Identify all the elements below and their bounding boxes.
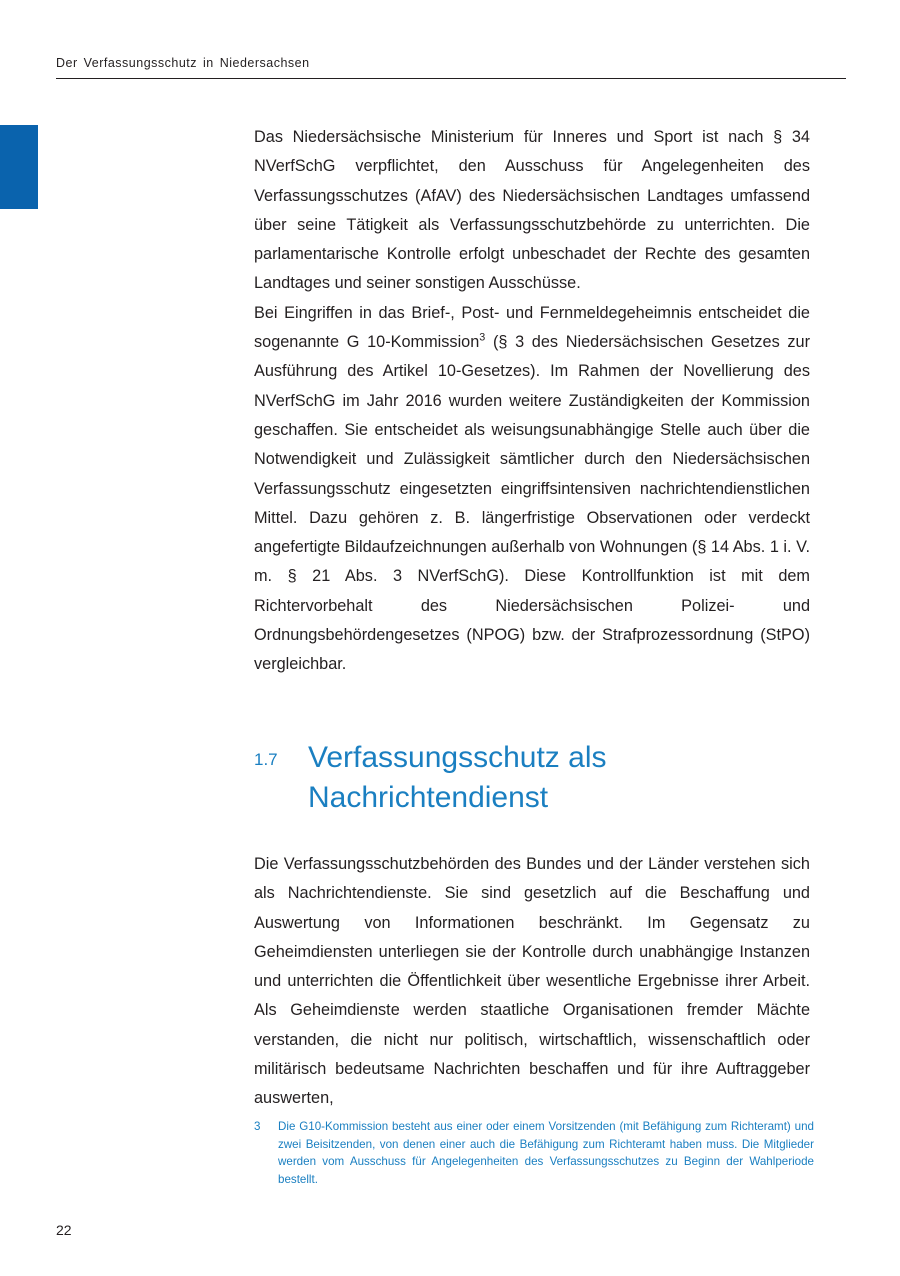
- footnote-block: [254, 1118, 814, 1188]
- section-body-column: [254, 850, 810, 1114]
- paragraph-2: [254, 299, 810, 680]
- running-header-rule: [56, 78, 846, 79]
- chapter-edge-marker: [0, 125, 38, 209]
- main-text-column: [254, 123, 810, 680]
- section-number: 1.7: [254, 750, 278, 769]
- page-number: 22: [56, 1222, 72, 1238]
- footnote-number: 3: [254, 1120, 261, 1133]
- running-header: [56, 56, 846, 79]
- section-body-paragraph: Die Verfassungsschutzbehörden des Bundes und der Länder verstehen sich als Nachrichtendienste. Sie sind gesetzlich auf die Beschaffung und Auswertung von Informationen beschränkt. Im Gegensatz zu Geheimdiensten unterliegen sie der Kontrolle durch unabhängige Instanzen und unterrichten die Öffentlichkeit über wesentliche Ergebnisse ihrer Arbeit. Als Geheimdienste werden staatliche Organisationen fremder Mächte verstanden, die nicht nur politisch, wirtschaftlich, wissenschaftlich oder militärisch bedeutsame Nachrichten beschaffen und für ihre Auftraggeber auswerten,: [254, 855, 810, 1108]
- paragraph-2-part2: (§ 3 des Niedersächsischen Gesetzes zur Ausführung des Artikel 10-Gesetzes). Im Rahmen der Novellierung des NVerfSchG im Jahr 2016 wurden weitere Zuständigkeiten der Kommission geschaffen. Sie entscheidet als weisungsunabhängige Stelle auch über die Notwendigkeit und Zulässigkeit sämtlicher durch den Niedersächsischen Verfassungsschutz eingesetzten eingriffsintensiven nachrichtendienstlichen Mittel. Dazu gehören z. B. längerfristige Observationen oder verdeckt angefertigte Bildaufzeichnungen außerhalb von Wohnungen (§ 14 Abs. 1 i. V. m. § 21 Abs. 3 NVerfSchG). Diese Kontrollfunktion ist mit dem Richtervorbehalt des Niedersächsischen Polizei- und Ordnungsbehördengesetzes (NPOG) bzw. der Strafprozessordnung (StPO) vergleichbar.: [254, 333, 810, 674]
- paragraph-2-part1: Bei Eingriffen in das Brief-, Post- und Fernmeldegeheimnis entscheidet die sogenannte G 10-Kommission: [254, 303, 810, 352]
- footnote-text: Die G10-Kommission besteht aus einer oder einem Vorsitzenden (mit Befähigung zum Richteramt) und zwei Beisitzenden, von denen einer auch die Befähigung zum Richteramt haben muss. Die Mitglieder werden vom Ausschuss für Angelegenheiten des Verfassungsschutzes zu Beginn der Wahlperiode bestellt.: [278, 1120, 814, 1186]
- running-header-title: Der Verfassungsschutz in Niedersachsen: [56, 56, 310, 70]
- paragraph-1: Das Niedersächsische Ministerium für Inneres und Sport ist nach § 34 NVerfSchG verpflichtet, den Ausschuss für Angelegenheiten des Verfassungsschutzes (AfAV) des Niedersächsischen Landtages umfassend über seine Tätigkeit als Verfassungsschutzbehörde zu unterrichten. Die parlamentarische Kontrolle erfolgt unbeschadet der Rechte des gesamten Landtages und seiner sonstigen Ausschüsse.: [254, 128, 810, 293]
- footnote-reference: 3: [479, 331, 486, 344]
- section-heading: [254, 738, 814, 818]
- section-title: Verfassungsschutz als Nachrichtendienst: [308, 741, 607, 814]
